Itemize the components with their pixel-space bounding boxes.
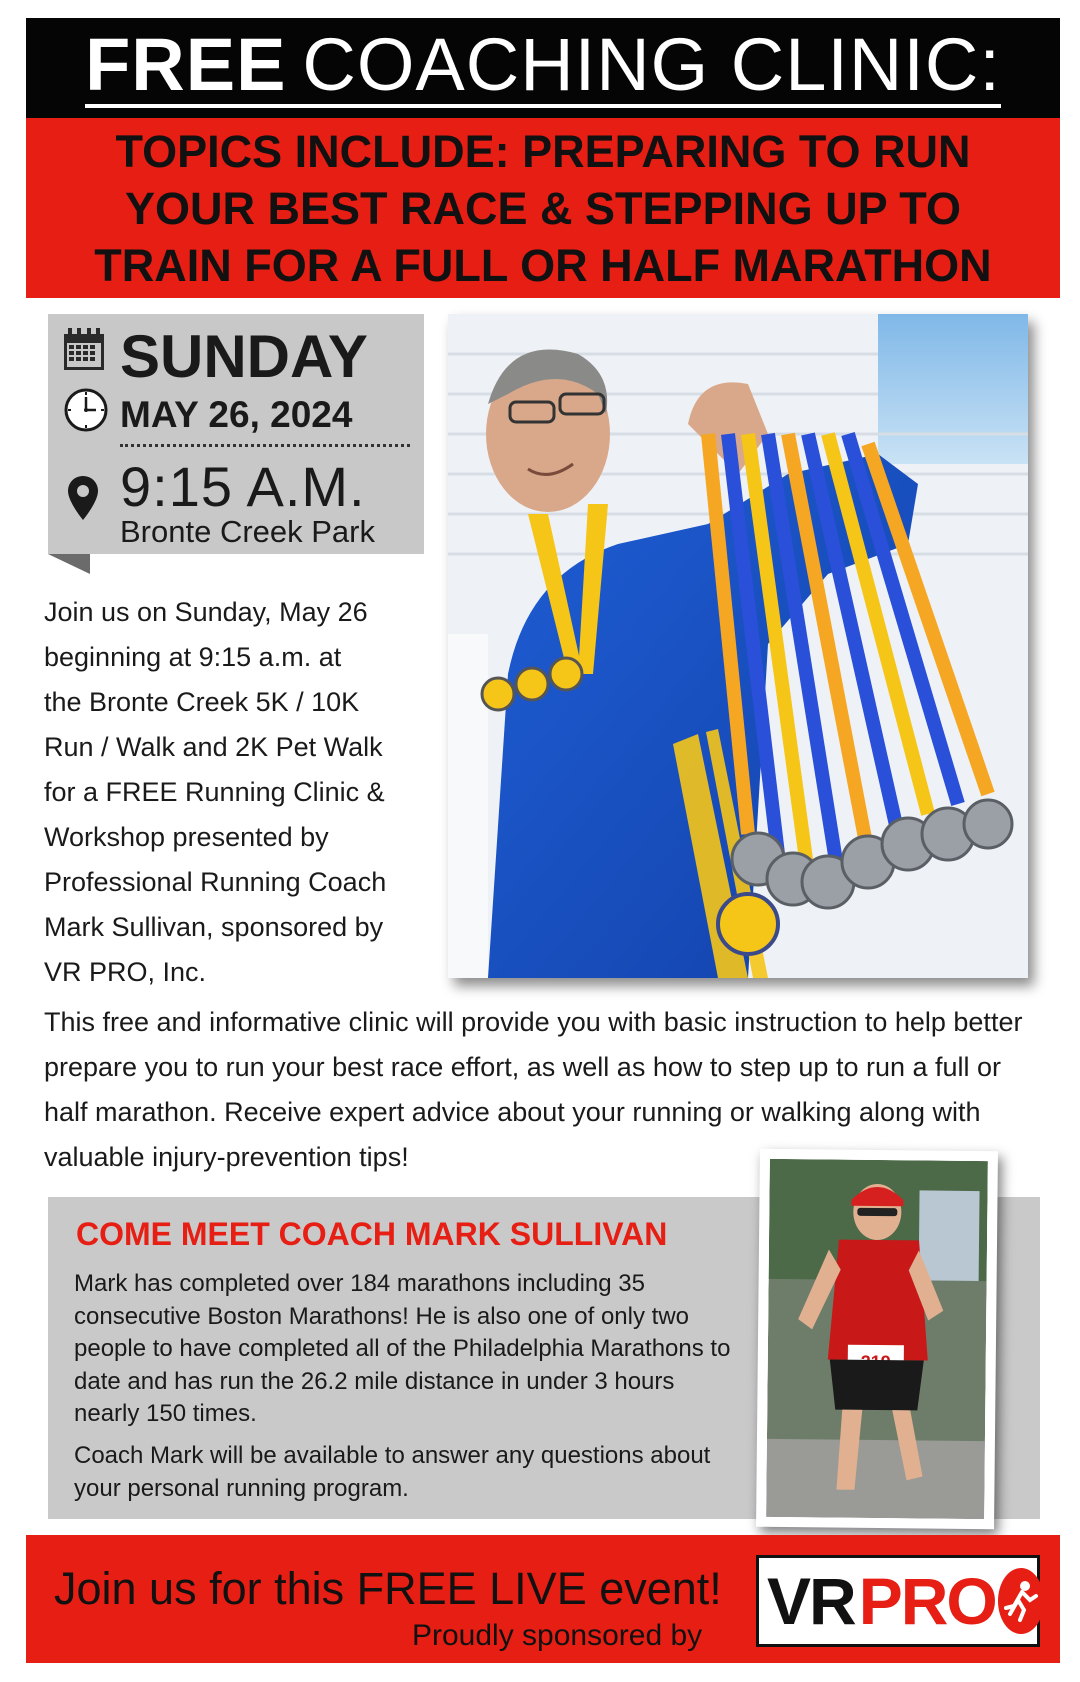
location-pin-icon — [66, 474, 100, 522]
title-free: FREE — [85, 23, 287, 106]
intro-line: the Bronte Creek 5K / 10K — [44, 687, 360, 717]
topics-line-3: TRAIN FOR A FULL OR HALF MARATHON — [94, 239, 992, 291]
title-banner — [26, 18, 1060, 118]
topics-banner — [26, 118, 1060, 298]
coach-availability: Coach Mark will be available to answer any questions about your personal running program. — [74, 1442, 711, 1502]
topics-line-1: TOPICS INCLUDE: PREPARING TO RUN — [115, 125, 971, 177]
event-location: Bronte Creek Park — [120, 514, 375, 549]
intro-paragraph — [44, 590, 424, 995]
coach-medals-photo — [448, 314, 1028, 978]
intro-line: VR PRO, Inc. — [44, 957, 207, 987]
intro-line: for a FREE Running Clinic & — [44, 777, 385, 807]
coach-running-photo — [756, 1149, 998, 1529]
intro-line: Professional Running Coach — [44, 867, 387, 897]
footer-banner — [26, 1535, 1060, 1663]
page-title — [85, 23, 1001, 108]
logo-pro: PRO — [858, 1564, 996, 1638]
event-time: 9:15 A.M. — [120, 455, 366, 518]
title-rest: COACHING CLINIC: — [302, 23, 1001, 106]
dotted-divider — [120, 444, 410, 447]
intro-line: Workshop presented by — [44, 822, 329, 852]
clock-icon — [62, 386, 110, 434]
coach-heading: COME MEET COACH MARK SULLIVAN — [76, 1216, 668, 1252]
clinic-description: This free and informative clinic will provide you with basic instruction to help better prepare you to run your best race effort, as well as how to step up to run a full or half marathon. Receive expert advice about your running or walking along with valuable injury-prevention tips! — [44, 1007, 1023, 1172]
box-fold-tab — [48, 554, 90, 574]
footer-cta: Join us for this FREE LIVE event! — [54, 1563, 722, 1614]
event-day: SUNDAY — [120, 323, 368, 390]
event-date: MAY 26, 2024 — [120, 394, 353, 435]
vrpro-logo — [756, 1555, 1040, 1647]
intro-line: beginning at 9:15 a.m. at — [44, 642, 342, 672]
footer-sponsor-text: Proudly sponsored by — [412, 1619, 703, 1652]
topics-text — [94, 123, 991, 294]
event-details-box — [48, 314, 424, 554]
intro-line: Join us on Sunday, May 26 — [44, 597, 368, 627]
runner-icon — [998, 1568, 1044, 1634]
topics-line-2: YOUR BEST RACE & STEPPING UP TO — [125, 182, 961, 234]
intro-line: Mark Sullivan, sponsored by — [44, 912, 384, 942]
logo-vr: VR — [767, 1564, 855, 1638]
calendar-icon — [62, 326, 106, 372]
coach-bio: Mark has completed over 184 marathons including 35 consecutive Boston Marathons! He is also one of only two people to have completed all of the Philadelphia Marathons to date and has run the 26.2 mile distance in under 3 hours nearly 150 times. — [74, 1270, 731, 1427]
intro-line: Run / Walk and 2K Pet Walk — [44, 732, 383, 762]
